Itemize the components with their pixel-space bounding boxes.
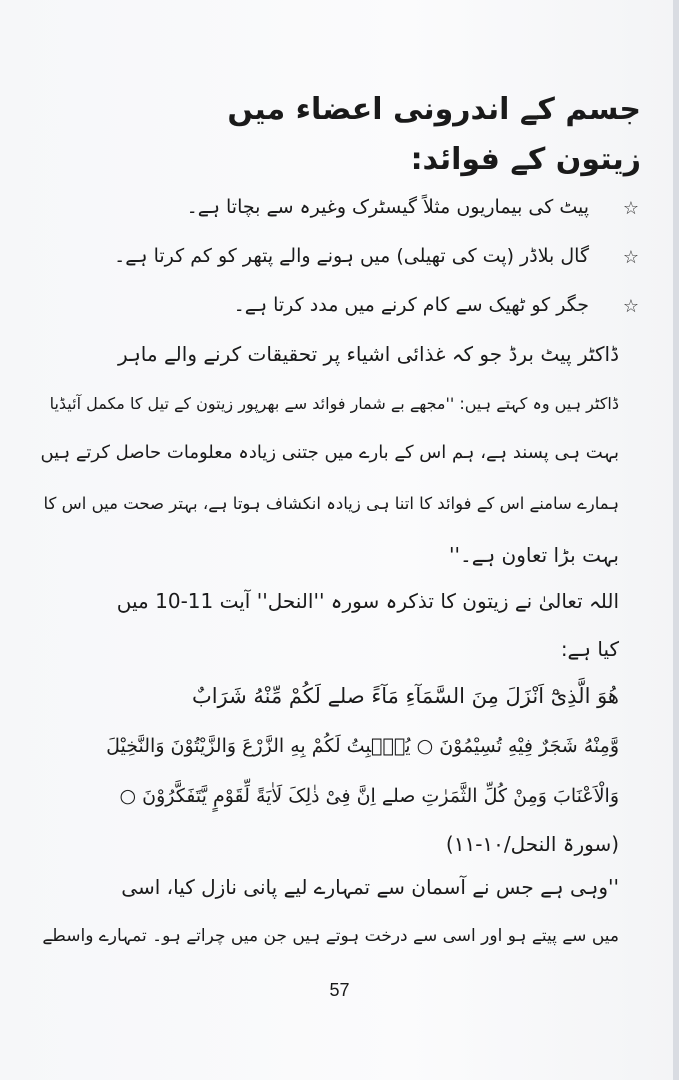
paragraph-line: بہت ہی پسند ہے، ہم اس کے بارے میں جتنی زیادہ معلومات حاصل کرتے ہیں	[40, 442, 619, 463]
surah-reference: (سورۃ النحل/۱۰-۱۱)	[445, 832, 619, 856]
bullet-text: پیٹ کی بیماریوں مثلاً گیسٹرک وغیرہ سے بچاتا ہے۔	[186, 196, 589, 218]
ayah-line: وَّمِنْهُ شَجَرٌ فِیْهِ تُسِیْمُوْنَ ○ یُنْۢبِتُ لَکُمْ بِهِ الزَّرْعَ وَالزَّیْتُوْنَ وَالنَّخِیْلَ	[106, 735, 619, 757]
paragraph-line: ہمارے سامنے اس کے فوائد کا اتنا ہی زیادہ انکشاف ہوتا ہے، بہتر صحت میں اس کا	[43, 494, 619, 513]
page-edge	[673, 0, 679, 1080]
paragraph-line: ڈاکٹر پیٹ برڈ جو کہ غذائی اشیاء پر تحقیقات کرنے والے ماہر	[118, 342, 619, 366]
translation-line: میں سے پیتے ہو اور اسی سے درخت ہوتے ہیں جن میں چراتے ہو۔ تمہارے واسطے	[42, 926, 619, 946]
heading-line-2: زیتون کے فوائد:	[410, 142, 641, 177]
translation-line: ''وہی ہے جس نے آسمان سے تمہارے لیے پانی نازل کیا، اسی	[121, 875, 619, 899]
quran-intro-line: اللہ تعالیٰ نے زیتون کا تذکرہ سورہ ''النحل'' آیت 11-10 میں	[116, 589, 619, 613]
quran-intro-line: کیا ہے:	[560, 637, 619, 661]
bullet-text: جگر کو ٹھیک سے کام کرنے میں مدد کرتا ہے۔	[233, 294, 589, 316]
paragraph-line: بہت بڑا تعاون ہے۔''	[449, 543, 619, 567]
star-icon: ☆	[622, 247, 639, 268]
page-number: 57	[329, 980, 350, 1000]
heading-line-1: جسم کے اندرونی اعضاء میں	[227, 92, 641, 127]
ayah-line: هُوَ الَّذِیْٓ اَنْزَلَ مِنَ السَّمَآءِ مَآءً صلے لَکُمْ مِّنْهُ شَرَابٌ	[191, 684, 619, 708]
ayah-line: وَالْاَعْنَابَ وَمِنْ کُلِّ الثَّمَرٰتِ صلے اِنَّ فِیْ ذٰلِکَ لَاٰیَةً لِّقَوْمٍ یَّتَفَکَّرُوْنَ ○	[119, 785, 619, 807]
star-icon: ☆	[622, 198, 639, 219]
paragraph-line: ڈاکٹر ہیں وہ کہتے ہیں: ''مجھے بے شمار فوائد سے بھرپور زیتون کے تیل کا مکمل آئیڈیا	[49, 394, 619, 413]
star-icon: ☆	[622, 296, 639, 317]
bullet-text: گال بلاڈر (پت کی تھیلی) میں ہونے والے پتھر کو کم کرتا ہے۔	[114, 245, 589, 267]
